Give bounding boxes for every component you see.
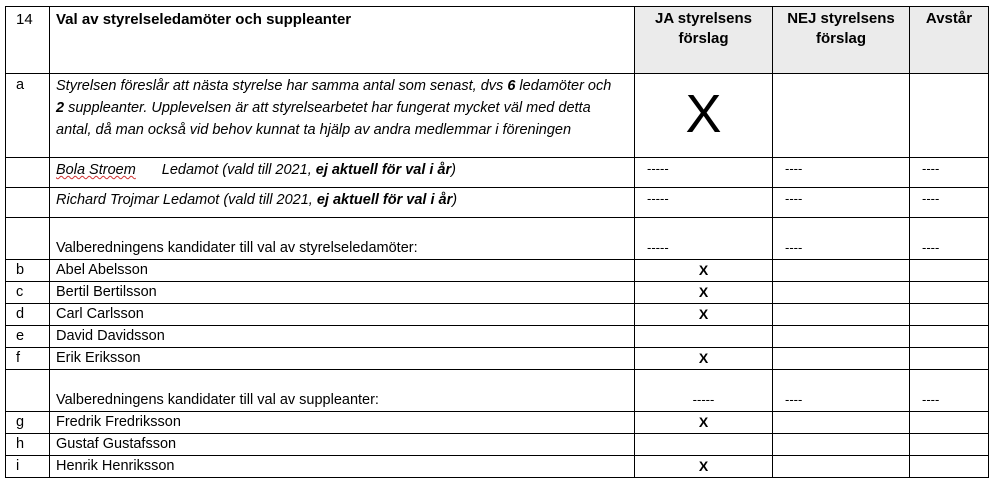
ja-checkbox-cell[interactable]: X	[635, 304, 773, 326]
avstar-cell: ----	[910, 370, 989, 412]
nej-cell: ----	[773, 188, 910, 218]
ja-checkbox-cell[interactable]: X	[635, 456, 773, 478]
avstar-checkbox-cell[interactable]	[910, 348, 989, 370]
candidate-row	[6, 434, 989, 456]
avstar-cell: ----	[910, 188, 989, 218]
nej-checkbox-cell[interactable]	[773, 282, 910, 304]
motion-row	[6, 74, 989, 158]
voting-table	[5, 6, 989, 478]
deputy-section-label: Valberedningens kandidater till val av suppleanter:	[50, 370, 635, 412]
candidate-name: David Davidsson	[50, 326, 635, 348]
candidate-name: Gustaf Gustafsson	[50, 434, 635, 456]
candidate-name: Henrik Henriksson	[50, 456, 635, 478]
nej-checkbox-cell[interactable]	[773, 326, 910, 348]
nej-checkbox-cell[interactable]	[773, 412, 910, 434]
ja-cell: -----	[635, 370, 773, 412]
nej-cell: ----	[773, 218, 910, 260]
header-row	[6, 7, 989, 74]
candidate-name: Abel Abelsson	[50, 260, 635, 282]
avstar-cell: ----	[910, 158, 989, 188]
avstar-checkbox-cell[interactable]	[910, 434, 989, 456]
nej-cell: ----	[773, 370, 910, 412]
column-header-nej: NEJ styrelsens förslag	[773, 7, 910, 74]
candidate-row	[6, 282, 989, 304]
row-letter: f	[6, 348, 50, 370]
num-members: 6	[507, 78, 516, 94]
member-text: Bola Stroem Ledamot (vald till 2021, ej aktuell för val i år)	[50, 158, 635, 188]
nej-checkbox-cell[interactable]	[773, 74, 910, 158]
column-header-ja: JA styrelsens förslag	[635, 7, 773, 74]
nej-checkbox-cell[interactable]	[773, 304, 910, 326]
nej-checkbox-cell[interactable]	[773, 434, 910, 456]
candidate-name: Bertil Bertilsson	[50, 282, 635, 304]
nej-cell: ----	[773, 158, 910, 188]
candidate-row	[6, 348, 989, 370]
avstar-checkbox-cell[interactable]	[910, 412, 989, 434]
ja-cell: -----	[635, 158, 773, 188]
row-letter: b	[6, 260, 50, 282]
avstar-checkbox-cell[interactable]	[910, 282, 989, 304]
item-number: 14	[6, 7, 50, 74]
motion-text: Styrelsen föreslår att nästa styrelse har samma antal som senast, dvs 6 ledamöter och 2 suppleanter. Upplevelsen är att styrelsearbetet har fungerat mycket väl med detta antal, då man också vid behov kunnat ta hjälp av andra medlemmar i föreningen	[50, 74, 635, 158]
row-letter: h	[6, 434, 50, 456]
avstar-checkbox-cell[interactable]	[910, 326, 989, 348]
row-letter: c	[6, 282, 50, 304]
ja-checkbox-cell[interactable]: X	[635, 74, 773, 158]
row-letter: e	[6, 326, 50, 348]
nej-checkbox-cell[interactable]	[773, 456, 910, 478]
nej-checkbox-cell[interactable]	[773, 348, 910, 370]
current-member-row	[6, 188, 989, 218]
board-section-label: Valberedningens kandidater till val av styrelseledamöter:	[50, 218, 635, 260]
nej-checkbox-cell[interactable]	[773, 260, 910, 282]
num-deputies: 2	[56, 100, 65, 116]
candidate-row	[6, 304, 989, 326]
ja-checkbox-cell[interactable]	[635, 434, 773, 456]
member-text: Richard Trojmar Ledamot (vald till 2021, ej aktuell för val i år)	[50, 188, 635, 218]
candidate-row	[6, 456, 989, 478]
ja-cell: -----	[635, 218, 773, 260]
avstar-checkbox-cell[interactable]	[910, 260, 989, 282]
avstar-checkbox-cell[interactable]	[910, 74, 989, 158]
ja-cell: -----	[635, 188, 773, 218]
current-member-row	[6, 158, 989, 188]
deputy-section-row	[6, 370, 989, 412]
avstar-checkbox-cell[interactable]	[910, 304, 989, 326]
board-section-row	[6, 218, 989, 260]
row-letter: a	[6, 74, 50, 158]
ja-checkbox-cell[interactable]: X	[635, 260, 773, 282]
candidate-name: Carl Carlsson	[50, 304, 635, 326]
section-title: Val av styrelseledamöter och suppleanter	[50, 7, 635, 74]
ja-checkbox-cell[interactable]: X	[635, 412, 773, 434]
candidate-row	[6, 412, 989, 434]
candidate-name: Fredrik Fredriksson	[50, 412, 635, 434]
candidate-row	[6, 260, 989, 282]
avstar-cell: ----	[910, 218, 989, 260]
row-letter: g	[6, 412, 50, 434]
row-letter: i	[6, 456, 50, 478]
member-name: Bola Stroem	[56, 162, 136, 178]
ja-checkbox-cell[interactable]: X	[635, 282, 773, 304]
ja-checkbox-cell[interactable]	[635, 326, 773, 348]
member-name: Richard Trojmar	[56, 192, 159, 208]
column-header-avstar: Avstår	[910, 7, 989, 74]
row-letter: d	[6, 304, 50, 326]
candidate-row	[6, 326, 989, 348]
candidate-name: Erik Eriksson	[50, 348, 635, 370]
ja-checkbox-cell[interactable]: X	[635, 348, 773, 370]
avstar-checkbox-cell[interactable]	[910, 456, 989, 478]
